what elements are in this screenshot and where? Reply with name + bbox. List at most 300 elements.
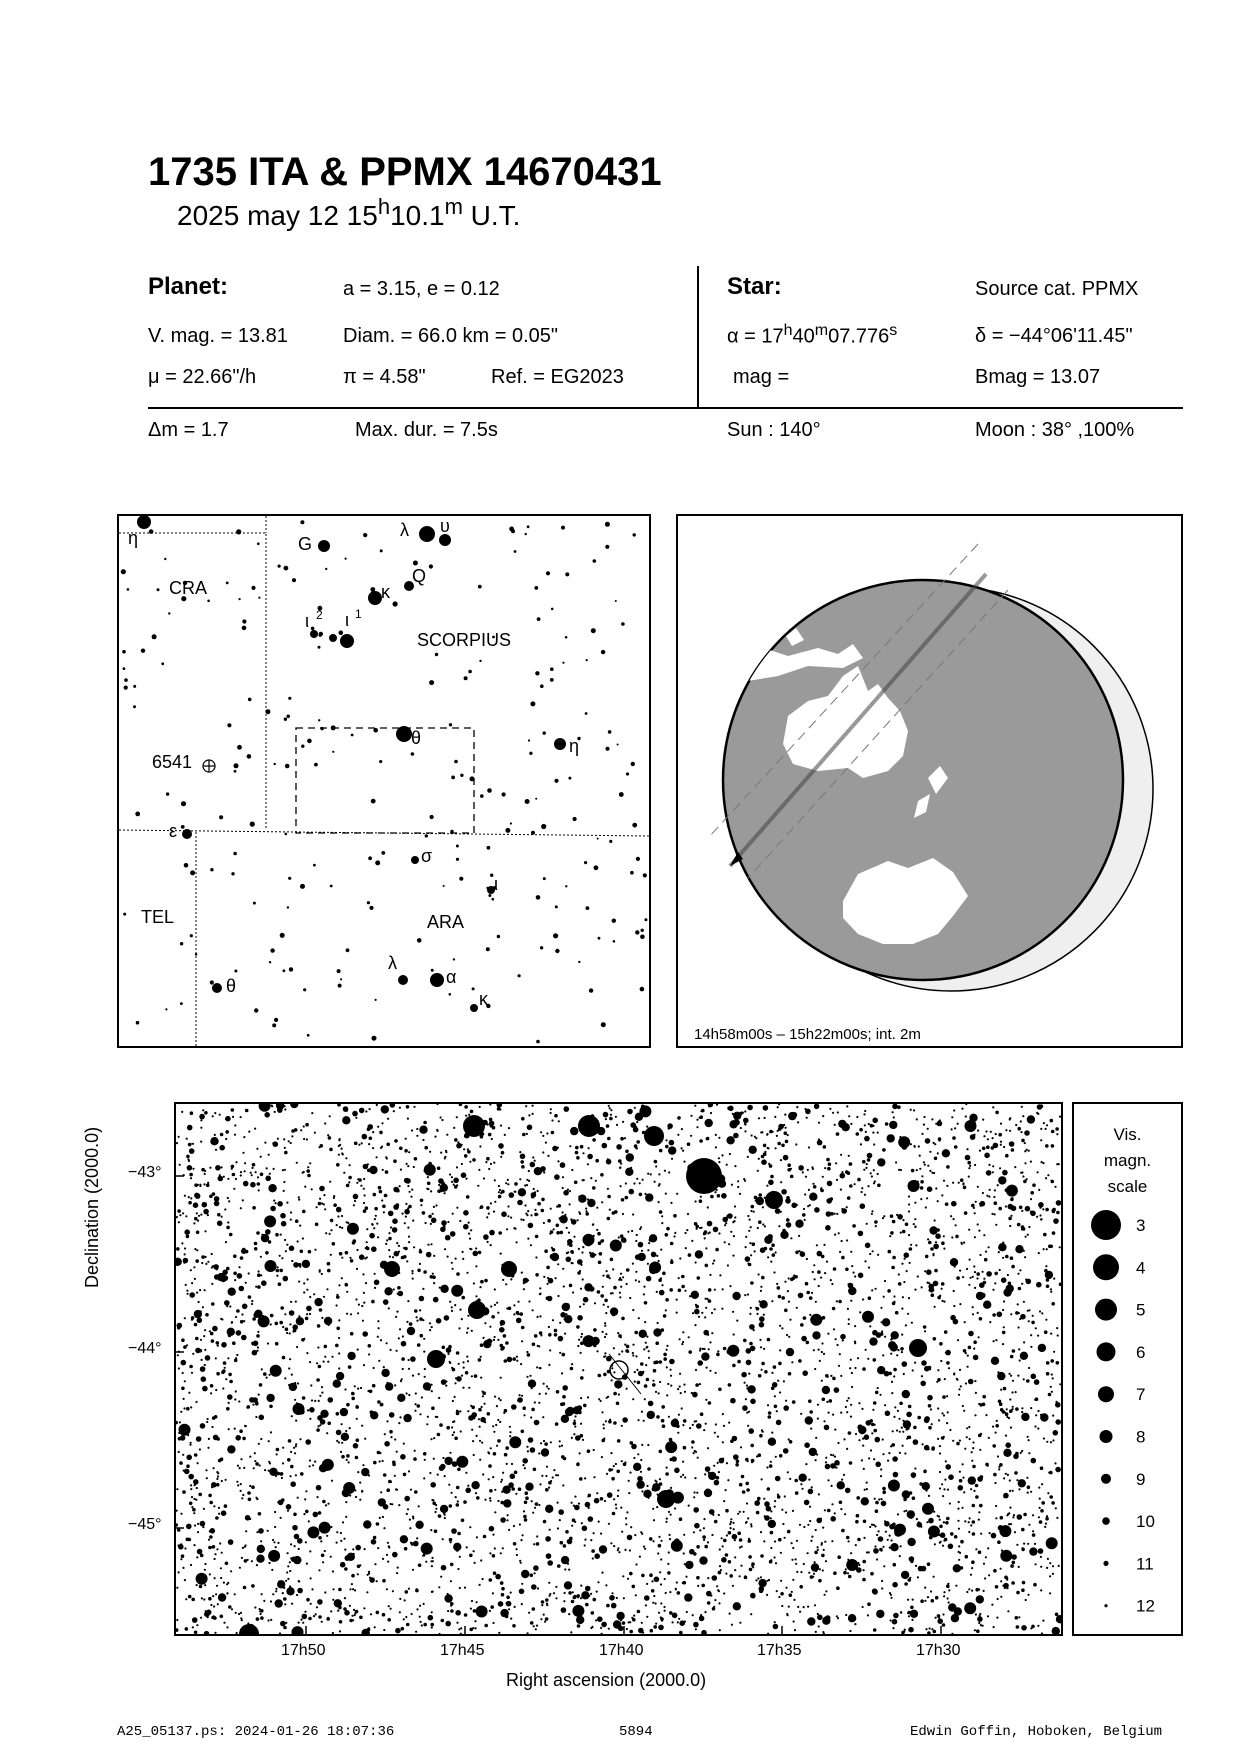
field-star bbox=[424, 1376, 426, 1378]
field-star bbox=[978, 1403, 980, 1405]
field-star bbox=[749, 1146, 757, 1154]
field-star bbox=[1046, 1278, 1050, 1282]
field-star bbox=[815, 1529, 817, 1531]
field-star bbox=[774, 1556, 776, 1558]
field-star bbox=[489, 1500, 491, 1502]
field-star bbox=[495, 1424, 497, 1426]
field-star bbox=[920, 1381, 926, 1387]
field-star bbox=[319, 1308, 323, 1312]
field-star bbox=[376, 1104, 378, 1106]
field-star bbox=[704, 1237, 706, 1239]
field-star bbox=[837, 1555, 841, 1559]
field-star bbox=[255, 1416, 257, 1418]
field-star bbox=[676, 1312, 678, 1314]
star-label: θ bbox=[411, 728, 422, 748]
field-star bbox=[934, 1143, 936, 1145]
background-star bbox=[561, 526, 565, 530]
field-star bbox=[1035, 1397, 1039, 1401]
field-star bbox=[216, 1478, 218, 1480]
field-star bbox=[311, 1588, 313, 1590]
field-star bbox=[377, 1320, 379, 1322]
field-star bbox=[226, 1407, 230, 1411]
field-star bbox=[431, 1557, 433, 1559]
field-star bbox=[616, 1612, 624, 1620]
field-star bbox=[320, 1410, 328, 1418]
field-star bbox=[1029, 1547, 1037, 1555]
field-star bbox=[552, 1248, 556, 1252]
field-star bbox=[291, 1135, 293, 1137]
field-star bbox=[392, 1256, 394, 1258]
field-star bbox=[974, 1164, 976, 1166]
field-star bbox=[539, 1393, 541, 1395]
field-star bbox=[194, 1248, 196, 1250]
field-star bbox=[400, 1380, 402, 1382]
field-star bbox=[382, 1169, 384, 1171]
field-star bbox=[497, 1312, 499, 1314]
field-star bbox=[449, 1301, 451, 1303]
field-star bbox=[785, 1140, 789, 1144]
field-star bbox=[228, 1373, 232, 1377]
field-star bbox=[570, 1218, 572, 1220]
field-star bbox=[435, 1504, 437, 1506]
field-star bbox=[378, 1327, 380, 1329]
field-star bbox=[455, 1496, 457, 1498]
field-star bbox=[489, 1497, 491, 1499]
field-star bbox=[404, 1209, 410, 1215]
field-star bbox=[261, 1368, 263, 1370]
field-star bbox=[674, 1507, 676, 1509]
field-star bbox=[956, 1276, 960, 1280]
field-star bbox=[492, 1534, 494, 1536]
field-star bbox=[923, 1161, 925, 1163]
field-star bbox=[311, 1188, 313, 1190]
field-star bbox=[840, 1508, 842, 1510]
field-star bbox=[775, 1147, 777, 1149]
field-star bbox=[231, 1166, 233, 1168]
field-star bbox=[451, 1492, 453, 1494]
field-star bbox=[279, 1632, 281, 1634]
field-star bbox=[659, 1478, 661, 1480]
field-star bbox=[283, 1597, 287, 1601]
field-star bbox=[601, 1572, 603, 1574]
field-star bbox=[548, 1278, 554, 1284]
field-star bbox=[190, 1442, 192, 1444]
field-star bbox=[484, 1279, 488, 1283]
field-star bbox=[815, 1631, 817, 1633]
field-star bbox=[750, 1444, 754, 1448]
field-star bbox=[750, 1210, 752, 1212]
field-star bbox=[785, 1127, 787, 1129]
field-star bbox=[1046, 1248, 1048, 1250]
field-star bbox=[745, 1458, 749, 1462]
field-star bbox=[682, 1424, 684, 1426]
field-star bbox=[241, 1497, 243, 1499]
field-star bbox=[1056, 1133, 1058, 1135]
field-star bbox=[290, 1142, 292, 1144]
field-star bbox=[975, 1548, 977, 1550]
field-star bbox=[868, 1296, 872, 1300]
field-star bbox=[927, 1238, 929, 1240]
field-star bbox=[463, 1148, 465, 1150]
field-star bbox=[354, 1200, 356, 1202]
field-star bbox=[494, 1396, 496, 1398]
field-star bbox=[969, 1517, 971, 1519]
field-star bbox=[500, 1192, 502, 1194]
field-star bbox=[541, 1600, 545, 1604]
field-star bbox=[234, 1593, 236, 1595]
field-star bbox=[825, 1457, 827, 1459]
field-star bbox=[746, 1385, 748, 1387]
field-star bbox=[836, 1586, 840, 1590]
field-star bbox=[626, 1153, 634, 1161]
field-star bbox=[571, 1262, 573, 1264]
field-star bbox=[972, 1447, 974, 1449]
field-star bbox=[319, 1198, 321, 1200]
field-star bbox=[882, 1318, 890, 1326]
field-star bbox=[499, 1189, 501, 1191]
field-star bbox=[733, 1602, 741, 1610]
field-star bbox=[914, 1362, 916, 1364]
field-star bbox=[255, 1462, 259, 1466]
max-duration: Max. dur. = 7.5s bbox=[355, 419, 498, 441]
field-star bbox=[190, 1197, 192, 1199]
field-star bbox=[547, 1219, 551, 1223]
field-star bbox=[935, 1187, 937, 1189]
field-star bbox=[489, 1489, 493, 1493]
field-star bbox=[632, 1585, 636, 1589]
field-star bbox=[284, 1147, 286, 1149]
field-star bbox=[306, 1306, 312, 1312]
field-star bbox=[945, 1202, 949, 1206]
background-star bbox=[527, 525, 530, 528]
field-star bbox=[566, 1407, 574, 1415]
field-star bbox=[863, 1537, 865, 1539]
field-star bbox=[494, 1336, 496, 1338]
field-star bbox=[615, 1507, 617, 1509]
background-star bbox=[340, 978, 342, 980]
field-star bbox=[667, 1383, 669, 1385]
field-star bbox=[973, 1490, 975, 1492]
field-star bbox=[730, 1521, 732, 1523]
field-star bbox=[612, 1268, 614, 1270]
field-star bbox=[796, 1307, 798, 1309]
field-star bbox=[248, 1131, 250, 1133]
field-star bbox=[656, 1506, 658, 1508]
field-star bbox=[260, 1616, 264, 1620]
field-star bbox=[437, 1474, 439, 1476]
field-star bbox=[884, 1336, 886, 1338]
field-star bbox=[636, 1121, 638, 1123]
field-star bbox=[920, 1180, 924, 1184]
field-star bbox=[875, 1462, 881, 1468]
field-star bbox=[817, 1140, 823, 1146]
field-star bbox=[677, 1432, 679, 1434]
field-star bbox=[649, 1573, 653, 1577]
background-star bbox=[161, 662, 164, 665]
field-star bbox=[394, 1139, 398, 1143]
field-star bbox=[893, 1375, 895, 1377]
field-star bbox=[883, 1296, 885, 1298]
field-star bbox=[297, 1588, 303, 1594]
field-star bbox=[384, 1441, 390, 1447]
field-star bbox=[858, 1231, 864, 1237]
field-star bbox=[904, 1452, 906, 1454]
field-star bbox=[274, 1111, 276, 1113]
field-star bbox=[898, 1169, 900, 1171]
field-star bbox=[862, 1160, 866, 1164]
field-star bbox=[970, 1488, 972, 1490]
field-star bbox=[408, 1236, 410, 1238]
field-star bbox=[841, 1479, 843, 1481]
field-star bbox=[914, 1218, 916, 1220]
field-star bbox=[943, 1301, 945, 1303]
field-star bbox=[433, 1255, 435, 1257]
field-star bbox=[429, 1472, 431, 1474]
star-chart-svg bbox=[176, 1104, 1061, 1634]
field-star bbox=[849, 1461, 853, 1465]
field-star bbox=[216, 1372, 220, 1376]
field-star bbox=[190, 1488, 192, 1490]
field-star bbox=[975, 1392, 977, 1394]
field-star bbox=[609, 1209, 611, 1211]
field-star bbox=[757, 1227, 759, 1229]
field-star bbox=[1025, 1599, 1027, 1601]
field-star bbox=[741, 1372, 747, 1378]
field-star bbox=[305, 1510, 309, 1514]
field-star bbox=[434, 1529, 438, 1533]
field-star bbox=[670, 1487, 672, 1489]
field-star bbox=[200, 1214, 202, 1216]
field-star bbox=[427, 1244, 429, 1246]
field-star bbox=[957, 1339, 959, 1341]
field-star bbox=[388, 1232, 390, 1234]
field-star bbox=[488, 1133, 492, 1137]
field-star bbox=[1013, 1454, 1019, 1460]
field-star bbox=[182, 1372, 184, 1374]
field-star bbox=[925, 1255, 929, 1259]
field-star bbox=[275, 1590, 277, 1592]
field-star bbox=[786, 1218, 788, 1220]
field-star bbox=[298, 1196, 300, 1198]
field-star bbox=[374, 1287, 376, 1289]
field-star bbox=[464, 1105, 468, 1109]
field-star bbox=[796, 1106, 798, 1108]
field-star bbox=[176, 1510, 178, 1512]
field-star bbox=[464, 1135, 466, 1137]
field-star bbox=[545, 1617, 549, 1621]
field-star bbox=[823, 1420, 825, 1422]
field-star bbox=[423, 1270, 427, 1274]
field-star bbox=[252, 1350, 258, 1356]
field-star bbox=[615, 1504, 617, 1506]
field-star bbox=[357, 1312, 359, 1314]
star-label: η bbox=[569, 736, 580, 756]
field-star bbox=[810, 1575, 814, 1579]
field-star bbox=[809, 1506, 811, 1508]
field-star bbox=[451, 1262, 453, 1264]
field-star bbox=[283, 1276, 289, 1282]
field-star bbox=[500, 1156, 502, 1158]
field-star bbox=[211, 1283, 213, 1285]
field-star bbox=[836, 1132, 840, 1136]
field-star bbox=[980, 1624, 982, 1626]
bright-star bbox=[137, 516, 151, 529]
field-star bbox=[966, 1427, 968, 1429]
field-star bbox=[468, 1233, 470, 1235]
field-star bbox=[946, 1165, 950, 1169]
field-star bbox=[643, 1293, 645, 1295]
field-star bbox=[565, 1530, 569, 1534]
field-star bbox=[452, 1461, 458, 1467]
field-star bbox=[967, 1161, 971, 1165]
field-star bbox=[538, 1452, 540, 1454]
field-star bbox=[994, 1272, 998, 1276]
field-star bbox=[714, 1432, 716, 1434]
field-star bbox=[754, 1136, 756, 1138]
field-star bbox=[859, 1311, 861, 1313]
field-star bbox=[986, 1145, 990, 1149]
background-star bbox=[597, 838, 599, 840]
field-star bbox=[1021, 1407, 1023, 1409]
field-star bbox=[396, 1489, 398, 1491]
field-star bbox=[746, 1488, 750, 1492]
field-star bbox=[528, 1114, 530, 1116]
field-star bbox=[1052, 1231, 1056, 1235]
field-star bbox=[661, 1405, 665, 1409]
field-star bbox=[457, 1500, 459, 1502]
field-star bbox=[748, 1555, 752, 1559]
field-star bbox=[854, 1367, 856, 1369]
field-star bbox=[889, 1547, 891, 1549]
field-star bbox=[526, 1351, 528, 1353]
background-star bbox=[242, 626, 247, 631]
field-star bbox=[234, 1279, 236, 1281]
field-star bbox=[872, 1118, 878, 1124]
field-star bbox=[430, 1482, 436, 1488]
background-star bbox=[166, 792, 169, 795]
background-star bbox=[606, 747, 610, 751]
field-star bbox=[260, 1156, 262, 1158]
field-star bbox=[572, 1591, 574, 1593]
field-star bbox=[269, 1173, 271, 1175]
field-star bbox=[646, 1336, 648, 1338]
field-star bbox=[580, 1145, 584, 1149]
field-star bbox=[873, 1628, 877, 1632]
field-star bbox=[240, 1320, 244, 1324]
field-star bbox=[452, 1400, 454, 1402]
field-star bbox=[705, 1466, 711, 1472]
field-star bbox=[739, 1483, 743, 1487]
field-star bbox=[988, 1196, 990, 1198]
field-star bbox=[1005, 1255, 1009, 1259]
field-star bbox=[854, 1623, 856, 1625]
background-star bbox=[210, 868, 213, 871]
field-star bbox=[804, 1442, 810, 1448]
field-star bbox=[302, 1622, 304, 1624]
field-star bbox=[1037, 1113, 1039, 1115]
field-star bbox=[874, 1525, 876, 1527]
field-star bbox=[364, 1194, 366, 1196]
field-star bbox=[500, 1125, 502, 1127]
field-star bbox=[1056, 1517, 1058, 1519]
field-star bbox=[901, 1351, 903, 1353]
field-star bbox=[721, 1537, 723, 1539]
field-star bbox=[1010, 1427, 1012, 1429]
field-star bbox=[718, 1388, 722, 1392]
field-star bbox=[1011, 1197, 1013, 1199]
field-star bbox=[746, 1387, 748, 1389]
background-star bbox=[425, 834, 428, 837]
field-star bbox=[563, 1285, 565, 1287]
field-star bbox=[668, 1511, 670, 1513]
field-star bbox=[183, 1407, 185, 1409]
field-star bbox=[362, 1320, 364, 1322]
field-star bbox=[618, 1159, 622, 1163]
field-star bbox=[210, 1604, 212, 1606]
field-star bbox=[204, 1563, 206, 1565]
field-star bbox=[258, 1512, 262, 1516]
field-star bbox=[787, 1163, 791, 1167]
field-star bbox=[978, 1519, 980, 1521]
field-star bbox=[368, 1572, 370, 1574]
field-star bbox=[929, 1170, 931, 1172]
field-star bbox=[739, 1112, 743, 1116]
field-star bbox=[968, 1426, 970, 1428]
field-star bbox=[192, 1143, 194, 1145]
field-star bbox=[522, 1406, 526, 1410]
field-star bbox=[383, 1629, 385, 1631]
field-star bbox=[493, 1339, 495, 1341]
field-star bbox=[580, 1336, 582, 1338]
field-star bbox=[795, 1491, 799, 1495]
field-star bbox=[266, 1167, 268, 1169]
field-star bbox=[935, 1596, 939, 1600]
field-star bbox=[338, 1367, 340, 1369]
field-star bbox=[382, 1613, 386, 1617]
field-star bbox=[479, 1584, 481, 1586]
field-star bbox=[604, 1322, 606, 1324]
field-star bbox=[457, 1568, 459, 1570]
star-label: 2 bbox=[316, 608, 323, 622]
field-star bbox=[659, 1571, 661, 1573]
field-star bbox=[846, 1536, 850, 1540]
field-star bbox=[635, 1271, 637, 1273]
background-star bbox=[459, 877, 463, 881]
field-star bbox=[683, 1552, 685, 1554]
field-star bbox=[923, 1116, 925, 1118]
field-star bbox=[780, 1181, 782, 1183]
field-star bbox=[982, 1119, 984, 1121]
field-star bbox=[818, 1138, 820, 1140]
field-star bbox=[966, 1591, 968, 1593]
field-star bbox=[413, 1457, 417, 1461]
field-star bbox=[585, 1210, 587, 1212]
field-star bbox=[694, 1309, 700, 1315]
field-star bbox=[781, 1144, 785, 1148]
field-star bbox=[357, 1573, 359, 1575]
background-star bbox=[626, 772, 629, 775]
field-star bbox=[658, 1173, 660, 1175]
field-star bbox=[935, 1617, 937, 1619]
field-star bbox=[322, 1459, 334, 1471]
field-star bbox=[345, 1251, 349, 1255]
field-star bbox=[854, 1341, 856, 1343]
field-star bbox=[283, 1190, 285, 1192]
field-star bbox=[620, 1279, 622, 1281]
field-star bbox=[985, 1414, 987, 1416]
field-star bbox=[190, 1111, 194, 1115]
field-star bbox=[817, 1404, 819, 1406]
